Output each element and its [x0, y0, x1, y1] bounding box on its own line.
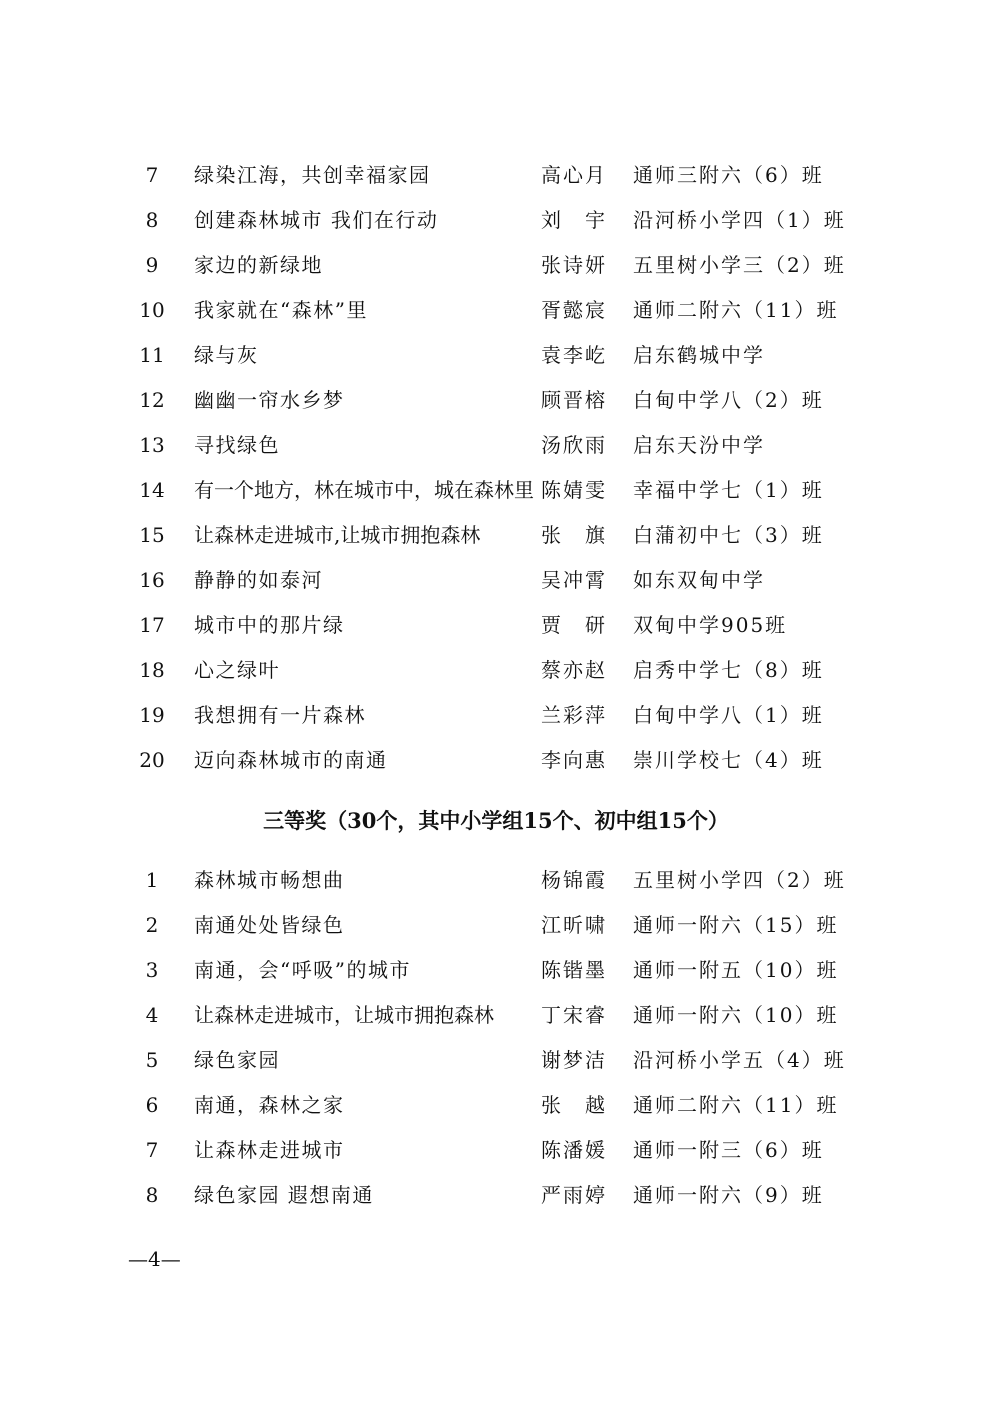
item-title: 静静的如泰河	[194, 568, 323, 592]
item-number: 14	[139, 478, 165, 502]
school-class: 白蒲初中七（3）班	[633, 523, 824, 547]
third-prize-heading: 三等奖（30个，其中小学组15个、初中组15个）	[263, 808, 729, 833]
item-title: 寻找绿色	[194, 433, 280, 457]
item-title: 让森林走进城市	[194, 1138, 345, 1162]
item-title: 绿染江海，共创幸福家园	[194, 163, 431, 187]
author-name: 张 旗	[541, 523, 607, 547]
author-name: 张诗妍	[541, 253, 607, 277]
item-number: 3	[145, 958, 159, 982]
author-name: 兰彩萍	[541, 703, 607, 727]
author-name: 刘 宇	[541, 208, 607, 232]
author-name: 汤欣雨	[541, 433, 607, 457]
list-item	[0, 1038, 992, 1083]
item-number: 20	[139, 748, 165, 772]
item-title: 让森林走进城市，让城市拥抱森林	[194, 1003, 494, 1027]
item-title: 森林城市畅想曲	[194, 868, 345, 892]
school-class: 白甸中学八（2）班	[633, 388, 824, 412]
list-item	[0, 903, 992, 948]
school-class: 通师一附五（10）班	[633, 958, 839, 982]
list-item	[0, 1173, 992, 1218]
author-name: 杨锦霞	[541, 868, 607, 892]
list-item	[0, 378, 992, 423]
school-class: 如东双甸中学	[633, 568, 765, 592]
list-item	[0, 243, 992, 288]
list-item	[0, 468, 992, 513]
item-number: 19	[139, 703, 165, 727]
item-number: 10	[139, 298, 165, 322]
school-class: 通师二附六（11）班	[633, 1093, 839, 1117]
school-class: 通师一附六（10）班	[633, 1003, 839, 1027]
item-title: 创建森林城市 我们在行动	[194, 208, 439, 232]
item-title: 家边的新绿地	[194, 253, 323, 277]
author-name: 丁宋睿	[541, 1003, 607, 1027]
list-item	[0, 288, 992, 333]
list-item	[0, 513, 992, 558]
author-name: 袁李屹	[541, 343, 607, 367]
school-class: 五里树小学三（2）班	[633, 253, 846, 277]
author-name: 江昕啸	[541, 913, 607, 937]
list-item	[0, 1128, 992, 1173]
list-item	[0, 333, 992, 378]
item-number: 17	[139, 613, 165, 637]
item-number: 16	[139, 568, 165, 592]
item-number: 15	[139, 523, 165, 547]
school-class: 白甸中学八（1）班	[633, 703, 824, 727]
author-name: 李向惠	[541, 748, 607, 772]
award-list-second-prize-continued	[0, 153, 992, 783]
school-class: 沿河桥小学四（1）班	[633, 208, 846, 232]
list-item	[0, 558, 992, 603]
item-title: 有一个地方，林在城市中，城在森林里	[194, 478, 534, 502]
school-class: 通师一附六（15）班	[633, 913, 839, 937]
author-name: 高心月	[541, 163, 607, 187]
item-title: 迈向森林城市的南通	[194, 748, 388, 772]
item-number: 9	[145, 253, 159, 277]
author-name: 陈锴墨	[541, 958, 607, 982]
list-item	[0, 603, 992, 648]
item-number: 7	[145, 1138, 159, 1162]
author-name: 张 越	[541, 1093, 607, 1117]
list-item	[0, 648, 992, 693]
item-title: 城市中的那片绿	[194, 613, 345, 637]
item-title: 南通处处皆绿色	[194, 913, 345, 937]
author-name: 陈婧雯	[541, 478, 607, 502]
author-name: 严雨婷	[541, 1183, 607, 1207]
page-number: —4—	[128, 1247, 181, 1271]
author-name: 胥懿宸	[541, 298, 607, 322]
award-list-third-prize	[0, 858, 992, 1218]
school-class: 启东天汾中学	[633, 433, 765, 457]
school-class: 五里树小学四（2）班	[633, 868, 846, 892]
item-number: 4	[145, 1003, 159, 1027]
item-number: 11	[139, 343, 165, 367]
item-title: 我想拥有一片森林	[194, 703, 366, 727]
item-title: 绿与灰	[194, 343, 259, 367]
list-item	[0, 1083, 992, 1128]
list-item	[0, 693, 992, 738]
list-item	[0, 153, 992, 198]
item-title: 南通，森林之家	[194, 1093, 345, 1117]
list-item	[0, 993, 992, 1038]
item-title: 我家就在“森林”里	[194, 298, 368, 322]
school-class: 幸福中学七（1）班	[633, 478, 824, 502]
item-number: 12	[139, 388, 165, 412]
item-title: 绿色家园	[194, 1048, 280, 1072]
school-class: 通师二附六（11）班	[633, 298, 839, 322]
item-number: 8	[145, 1183, 159, 1207]
school-class: 通师一附六（9）班	[633, 1183, 824, 1207]
list-item	[0, 198, 992, 243]
school-class: 崇川学校七（4）班	[633, 748, 824, 772]
list-item	[0, 948, 992, 993]
list-item	[0, 858, 992, 903]
item-number: 13	[139, 433, 165, 457]
author-name: 陈潘媛	[541, 1138, 607, 1162]
item-number: 6	[145, 1093, 159, 1117]
item-number: 5	[145, 1048, 159, 1072]
school-class: 通师一附三（6）班	[633, 1138, 824, 1162]
item-title: 南通，会“呼吸”的城市	[194, 958, 411, 982]
item-number: 8	[145, 208, 159, 232]
item-title: 心之绿叶	[194, 658, 280, 682]
author-name: 蔡亦赵	[541, 658, 607, 682]
item-title: 幽幽一帘水乡梦	[194, 388, 345, 412]
author-name: 贾 研	[541, 613, 607, 637]
item-title: 让森林走进城市,让城市拥抱森林	[194, 523, 481, 547]
school-class: 双甸中学905班	[633, 613, 788, 637]
school-class: 沿河桥小学五（4）班	[633, 1048, 846, 1072]
school-class: 启东鹤城中学	[633, 343, 765, 367]
list-item	[0, 738, 992, 783]
school-class: 通师三附六（6）班	[633, 163, 824, 187]
item-number: 18	[139, 658, 165, 682]
school-class: 启秀中学七（8）班	[633, 658, 824, 682]
item-number: 7	[145, 163, 159, 187]
item-title: 绿色家园 遐想南通	[194, 1183, 374, 1207]
author-name: 吴冲霄	[541, 568, 607, 592]
item-number: 1	[145, 868, 159, 892]
author-name: 顾晋榕	[541, 388, 607, 412]
author-name: 谢梦洁	[541, 1048, 607, 1072]
list-item	[0, 423, 992, 468]
item-number: 2	[145, 913, 159, 937]
